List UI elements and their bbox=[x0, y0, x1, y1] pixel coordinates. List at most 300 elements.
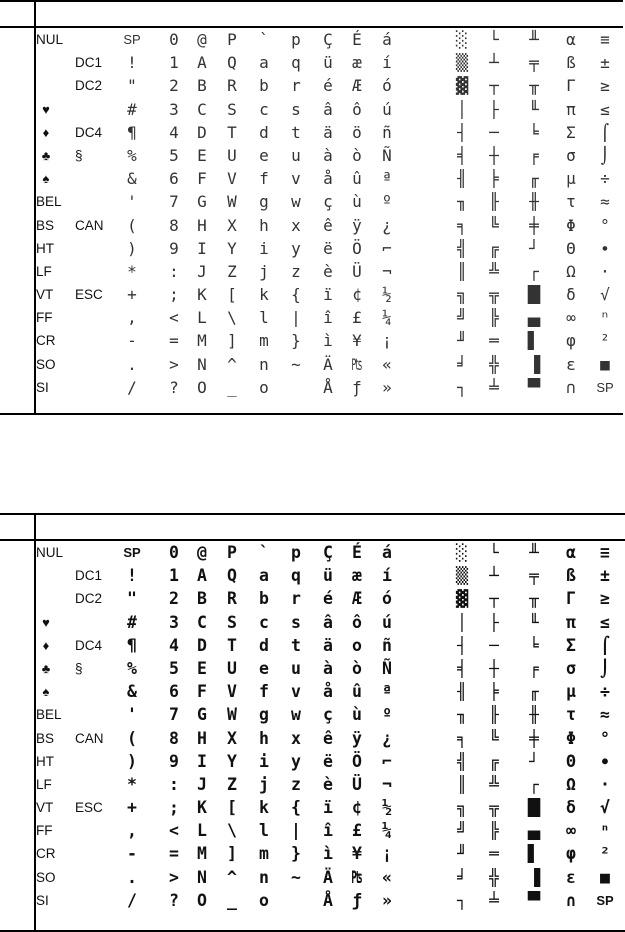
char-cell: G bbox=[197, 705, 207, 725]
char-cell: τ bbox=[566, 705, 576, 725]
char-cell: E bbox=[197, 145, 207, 165]
char-cell: r bbox=[291, 76, 301, 96]
char-cell: ê bbox=[323, 728, 333, 748]
char-cell: + bbox=[127, 798, 137, 818]
char-cell: f bbox=[259, 169, 269, 189]
char-cell: · bbox=[600, 261, 610, 281]
char-cell: _ bbox=[227, 377, 237, 397]
char-cell: , bbox=[127, 308, 137, 328]
char-cell: ⁿ bbox=[600, 821, 610, 841]
char-cell: è bbox=[323, 261, 333, 281]
char-cell: y bbox=[291, 751, 301, 771]
char-cell: g bbox=[259, 705, 269, 725]
char-cell: SI bbox=[36, 892, 49, 908]
char-cell: ╙ bbox=[529, 612, 539, 632]
char-cell: O bbox=[197, 890, 207, 910]
char-cell: τ bbox=[566, 192, 576, 212]
char-cell: § bbox=[75, 147, 83, 163]
char-cell: ♦ bbox=[42, 124, 50, 140]
char-cell: " bbox=[127, 76, 137, 96]
char-cell bbox=[36, 587, 68, 610]
char-cell: ╬ bbox=[489, 354, 499, 374]
char-cell: π bbox=[566, 99, 576, 119]
char-cell: P bbox=[227, 30, 237, 49]
char-cell: SP bbox=[123, 32, 141, 47]
char-cell: ⌡ bbox=[600, 145, 610, 165]
char-cell: t bbox=[291, 122, 301, 142]
char-cell: é bbox=[323, 76, 333, 96]
char-cell bbox=[75, 541, 107, 564]
char-cell: Æ bbox=[352, 76, 362, 96]
char-cell: M bbox=[197, 331, 207, 351]
char-cell: ⌠ bbox=[600, 635, 610, 655]
char-cell: / bbox=[127, 890, 137, 910]
char-cell: ╠ bbox=[489, 821, 499, 841]
char-cell: [ bbox=[227, 285, 237, 305]
char-cell: ó bbox=[382, 76, 392, 96]
char-cell: Φ bbox=[566, 215, 576, 235]
table-row bbox=[36, 611, 625, 634]
char-cell: ` bbox=[259, 30, 269, 49]
table-row bbox=[36, 819, 625, 842]
table-row bbox=[36, 541, 625, 564]
char-cell: ε bbox=[566, 354, 576, 374]
char-cell: K bbox=[197, 798, 207, 818]
char-cell: » bbox=[382, 890, 392, 910]
char-cell: ╝ bbox=[457, 821, 467, 841]
char-cell: ├ bbox=[489, 612, 499, 632]
char-cell: _ bbox=[227, 890, 237, 910]
char-cell: m bbox=[259, 844, 269, 864]
char-cell: ╔ bbox=[489, 751, 499, 771]
char-cell: ╒ bbox=[529, 658, 539, 678]
char-cell: l bbox=[259, 308, 269, 328]
char-cell: \ bbox=[227, 821, 237, 841]
char-cell: Z bbox=[227, 774, 237, 794]
char-cell: * bbox=[127, 261, 137, 281]
char-cell: r bbox=[291, 589, 301, 609]
char-cell: ≤ bbox=[600, 612, 610, 632]
char-cell bbox=[75, 190, 107, 213]
char-cell: 5 bbox=[169, 145, 179, 165]
char-cell: o bbox=[259, 890, 269, 910]
char-cell: ░ bbox=[455, 543, 469, 562]
char-cell: DC1 bbox=[75, 568, 103, 584]
char-cell: ╡ bbox=[457, 145, 467, 165]
char-cell: ┴ bbox=[489, 566, 499, 586]
char-cell: Ä bbox=[323, 354, 333, 374]
char-cell: N bbox=[197, 354, 207, 374]
char-cell: ▒ bbox=[455, 566, 469, 586]
char-cell: J bbox=[197, 261, 207, 281]
char-cell: n bbox=[259, 354, 269, 374]
char-cell: G bbox=[197, 192, 207, 212]
char-cell: q bbox=[291, 53, 301, 73]
char-cell: ² bbox=[600, 844, 610, 864]
char-cell: σ bbox=[566, 145, 576, 165]
char-cell: b bbox=[259, 76, 269, 96]
char-cell: ÿ bbox=[352, 215, 362, 235]
char-cell: FF bbox=[36, 823, 53, 839]
char-cell: Ä bbox=[323, 867, 333, 887]
char-cell: ╩ bbox=[489, 261, 499, 281]
char-cell: ½ bbox=[382, 798, 392, 818]
char-cell: b bbox=[259, 589, 269, 609]
char-cell: 8 bbox=[169, 728, 179, 748]
char-cell: φ bbox=[566, 844, 576, 864]
char-cell: ┬ bbox=[489, 76, 499, 96]
char-cell: ` bbox=[259, 543, 269, 562]
char-cell: @ bbox=[197, 543, 207, 562]
table-row bbox=[36, 98, 623, 121]
char-cell: W bbox=[227, 705, 237, 725]
char-cell: y bbox=[291, 238, 301, 258]
char-cell: Θ bbox=[566, 238, 576, 258]
char-cell: DC4 bbox=[75, 124, 103, 140]
char-cell: â bbox=[323, 612, 333, 632]
char-cell: 1 bbox=[169, 566, 179, 586]
char-cell: ¢ bbox=[352, 798, 362, 818]
char-cell: « bbox=[382, 354, 392, 374]
char-cell: ■ bbox=[600, 867, 610, 887]
char-cell: SP bbox=[596, 379, 614, 395]
char-cell: ∞ bbox=[566, 308, 576, 328]
char-cell: ï bbox=[323, 798, 333, 818]
char-cell: % bbox=[127, 145, 137, 165]
char-cell: 2 bbox=[169, 76, 179, 96]
char-cell: ╖ bbox=[457, 192, 467, 212]
char-cell: î bbox=[323, 821, 333, 841]
char-cell: ò bbox=[352, 658, 362, 678]
char-cell: U bbox=[227, 658, 237, 678]
char-cell: ╟ bbox=[489, 192, 499, 212]
char-cell: J bbox=[197, 774, 207, 794]
table-row bbox=[36, 329, 623, 352]
char-cell: A bbox=[197, 566, 207, 586]
char-cell: ╞ bbox=[489, 169, 499, 189]
char-cell: ╧ bbox=[489, 377, 499, 397]
char-cell: ─ bbox=[489, 635, 499, 655]
char-cell bbox=[75, 376, 107, 399]
char-cell: | bbox=[291, 308, 301, 328]
char-cell: k bbox=[259, 798, 269, 818]
char-cell: @ bbox=[197, 30, 207, 49]
char-cell bbox=[75, 28, 107, 51]
char-cell: ╪ bbox=[529, 215, 539, 235]
char-cell: m bbox=[259, 331, 269, 351]
char-cell: ╞ bbox=[489, 682, 499, 702]
char-cell: ¥ bbox=[352, 844, 362, 864]
char-cell: ⌠ bbox=[600, 122, 610, 142]
char-cell: ┤ bbox=[457, 122, 467, 142]
char-cell: § bbox=[75, 660, 83, 676]
char-cell: ö bbox=[352, 122, 362, 142]
table-row bbox=[36, 237, 623, 260]
char-cell: │ bbox=[457, 612, 467, 632]
char-cell: % bbox=[127, 658, 137, 678]
char-cell: 6 bbox=[169, 169, 179, 189]
char-cell: £ bbox=[352, 308, 362, 328]
char-cell: █ bbox=[527, 798, 541, 818]
char-cell: ì bbox=[323, 844, 333, 864]
char-cell: á bbox=[382, 543, 392, 562]
char-cell: í bbox=[382, 53, 392, 73]
char-cell: - bbox=[127, 844, 137, 864]
table-row bbox=[36, 587, 625, 610]
char-cell: ╘ bbox=[529, 122, 539, 142]
char-cell: Θ bbox=[566, 751, 576, 771]
char-cell: ╟ bbox=[489, 705, 499, 725]
char-cell: DC2 bbox=[75, 591, 103, 607]
char-cell: £ bbox=[352, 821, 362, 841]
char-cell bbox=[75, 703, 107, 726]
char-cell: ä bbox=[323, 122, 333, 142]
char-cell: V bbox=[227, 169, 237, 189]
char-cell: ░ bbox=[455, 30, 469, 49]
table-row bbox=[36, 796, 625, 819]
char-cell: ■ bbox=[600, 354, 610, 374]
char-cell: ¢ bbox=[352, 285, 362, 305]
char-cell: ▒ bbox=[455, 53, 469, 73]
char-cell: ╘ bbox=[529, 635, 539, 655]
char-cell: ┼ bbox=[489, 658, 499, 678]
char-cell: u bbox=[291, 658, 301, 678]
char-cell: DC2 bbox=[75, 78, 103, 94]
char-cell: i bbox=[259, 238, 269, 258]
char-cell: : bbox=[169, 261, 179, 281]
char-cell: d bbox=[259, 635, 269, 655]
char-cell bbox=[75, 167, 107, 190]
char-cell bbox=[75, 889, 107, 912]
char-cell: HT bbox=[36, 240, 54, 256]
char-cell bbox=[36, 51, 68, 74]
char-cell: ╤ bbox=[529, 566, 539, 586]
char-cell: ± bbox=[600, 53, 610, 73]
char-cell: ë bbox=[323, 751, 333, 771]
char-cell bbox=[75, 773, 107, 796]
char-cell: ? bbox=[169, 377, 179, 397]
char-cell: ε bbox=[566, 867, 576, 887]
char-cell: Ñ bbox=[382, 658, 392, 678]
char-cell: ê bbox=[323, 215, 333, 235]
char-cell: δ bbox=[566, 285, 576, 305]
char-cell: I bbox=[197, 238, 207, 258]
char-cell: ╢ bbox=[457, 682, 467, 702]
char-cell: ╬ bbox=[489, 867, 499, 887]
char-cell: ▌ bbox=[527, 844, 541, 864]
char-cell: √ bbox=[600, 285, 610, 305]
char-cell: ç bbox=[323, 192, 333, 212]
char-cell: ╥ bbox=[529, 76, 539, 96]
char-cell: v bbox=[291, 682, 301, 702]
char-cell: B bbox=[197, 589, 207, 609]
char-cell: í bbox=[382, 566, 392, 586]
char-cell: ~ bbox=[291, 354, 301, 374]
char-cell: ^ bbox=[227, 354, 237, 374]
char-cell: Ö bbox=[352, 751, 362, 771]
char-cell: ¶ bbox=[127, 635, 137, 655]
char-cell: H bbox=[197, 728, 207, 748]
char-cell: ╕ bbox=[457, 215, 467, 235]
char-cell: ² bbox=[600, 331, 610, 351]
char-cell: ┤ bbox=[457, 635, 467, 655]
char-cell: j bbox=[259, 261, 269, 281]
char-cell bbox=[75, 680, 107, 703]
char-cell: Æ bbox=[352, 589, 362, 609]
char-cell: g bbox=[259, 192, 269, 212]
char-cell: ! bbox=[127, 53, 137, 73]
char-cell: Ç bbox=[323, 543, 333, 562]
char-cell: σ bbox=[566, 658, 576, 678]
table-row bbox=[36, 306, 623, 329]
char-cell: Σ bbox=[566, 635, 576, 655]
char-cell: + bbox=[127, 285, 137, 305]
char-cell: ╨ bbox=[529, 30, 539, 49]
char-cell: T bbox=[227, 635, 237, 655]
char-cell: ╝ bbox=[457, 308, 467, 328]
char-cell: o bbox=[352, 635, 362, 655]
char-cell: ╓ bbox=[529, 682, 539, 702]
char-cell: ü bbox=[323, 566, 333, 586]
char-cell: ♥ bbox=[42, 101, 50, 117]
char-cell: Ω bbox=[566, 261, 576, 281]
char-cell: é bbox=[323, 589, 333, 609]
char-cell: ╙ bbox=[529, 99, 539, 119]
char-cell: ⌡ bbox=[600, 658, 610, 678]
char-cell: Y bbox=[227, 751, 237, 771]
char-cell: ╗ bbox=[457, 285, 467, 305]
char-cell: à bbox=[323, 658, 333, 678]
char-cell: ; bbox=[169, 285, 179, 305]
char-cell: Γ bbox=[566, 589, 576, 609]
char-cell: δ bbox=[566, 798, 576, 818]
char-cell bbox=[75, 750, 107, 773]
table-row bbox=[36, 167, 623, 190]
char-cell: D bbox=[197, 635, 207, 655]
char-cell: BEL bbox=[36, 707, 62, 723]
char-cell: ç bbox=[323, 705, 333, 725]
char-cell: α bbox=[566, 543, 576, 562]
char-cell: ¡ bbox=[382, 844, 392, 864]
char-cell: ¿ bbox=[382, 728, 392, 748]
char-cell: O bbox=[197, 377, 207, 397]
char-cell: ∞ bbox=[566, 821, 576, 841]
char-cell: ÷ bbox=[600, 169, 610, 189]
char-cell: ═ bbox=[489, 844, 499, 864]
char-cell: å bbox=[323, 682, 333, 702]
char-cell: # bbox=[127, 612, 137, 632]
char-cell: å bbox=[323, 169, 333, 189]
char-cell: â bbox=[323, 99, 333, 119]
char-cell: ESC bbox=[75, 287, 103, 303]
char-cell: a bbox=[259, 53, 269, 73]
char-cell: ≈ bbox=[600, 192, 610, 212]
char-cell: Å bbox=[323, 377, 333, 397]
char-cell: ┘ bbox=[529, 238, 539, 258]
char-cell: ♣ bbox=[41, 147, 51, 163]
char-cell: ¬ bbox=[382, 774, 392, 794]
table-row bbox=[36, 842, 625, 865]
char-cell: } bbox=[291, 844, 301, 864]
char-cell: ┌ bbox=[529, 774, 539, 794]
char-cell: ò bbox=[352, 145, 362, 165]
char-cell: 4 bbox=[169, 635, 179, 655]
char-cell: > bbox=[169, 354, 179, 374]
char-cell: o bbox=[259, 377, 269, 397]
char-cell: S bbox=[227, 612, 237, 632]
table-row bbox=[36, 260, 623, 283]
char-cell: ≤ bbox=[600, 99, 610, 119]
char-cell: < bbox=[169, 308, 179, 328]
char-cell: ╚ bbox=[489, 728, 499, 748]
char-cell: ' bbox=[127, 192, 137, 212]
char-cell: √ bbox=[600, 798, 610, 818]
char-cell: ╧ bbox=[489, 890, 499, 910]
char-cell: } bbox=[291, 331, 301, 351]
char-cell: x bbox=[291, 215, 301, 235]
char-cell: # bbox=[127, 99, 137, 119]
char-cell: C bbox=[197, 612, 207, 632]
char-cell: M bbox=[197, 844, 207, 864]
char-cell: Z bbox=[227, 261, 237, 281]
char-cell: P bbox=[227, 543, 237, 562]
table-row bbox=[36, 680, 625, 703]
char-cell: 9 bbox=[169, 238, 179, 258]
char-cell: ╛ bbox=[457, 354, 467, 374]
table-row bbox=[36, 144, 623, 167]
table-row bbox=[36, 283, 623, 306]
char-cell: j bbox=[259, 774, 269, 794]
char-cell: " bbox=[127, 589, 137, 609]
char-cell: DC4 bbox=[75, 637, 103, 653]
char-cell: F bbox=[197, 169, 207, 189]
char-cell: N bbox=[197, 867, 207, 887]
char-cell: B bbox=[197, 76, 207, 96]
char-cell: d bbox=[259, 122, 269, 142]
char-cell: ? bbox=[169, 890, 179, 910]
char-cell: ▐ bbox=[527, 867, 541, 887]
char-cell: ≡ bbox=[600, 30, 610, 49]
char-cell: FF bbox=[36, 310, 53, 326]
char-cell: à bbox=[323, 145, 333, 165]
char-cell: ₧ bbox=[352, 354, 362, 374]
char-cell: ≥ bbox=[600, 76, 610, 96]
table-2-grid bbox=[36, 541, 625, 912]
table-row bbox=[36, 28, 623, 51]
char-cell: / bbox=[127, 377, 137, 397]
char-cell: p bbox=[291, 30, 301, 49]
char-cell: è bbox=[323, 774, 333, 794]
char-cell: æ bbox=[352, 53, 362, 73]
char-cell: Σ bbox=[566, 122, 576, 142]
char-cell: NUL bbox=[36, 545, 64, 560]
char-cell: ƒ bbox=[352, 890, 362, 910]
char-cell: Ü bbox=[352, 261, 362, 281]
char-cell: X bbox=[227, 215, 237, 235]
char-cell: X bbox=[227, 728, 237, 748]
char-cell: l bbox=[259, 821, 269, 841]
char-cell: A bbox=[197, 53, 207, 73]
char-cell: ▀ bbox=[527, 377, 541, 397]
char-cell: Ü bbox=[352, 774, 362, 794]
char-cell: ╦ bbox=[489, 285, 499, 305]
char-cell bbox=[75, 353, 107, 376]
char-cell: ú bbox=[382, 612, 392, 632]
char-cell: I bbox=[197, 751, 207, 771]
char-cell: ¥ bbox=[352, 331, 362, 351]
char-cell: á bbox=[382, 30, 392, 49]
char-cell: û bbox=[352, 169, 362, 189]
